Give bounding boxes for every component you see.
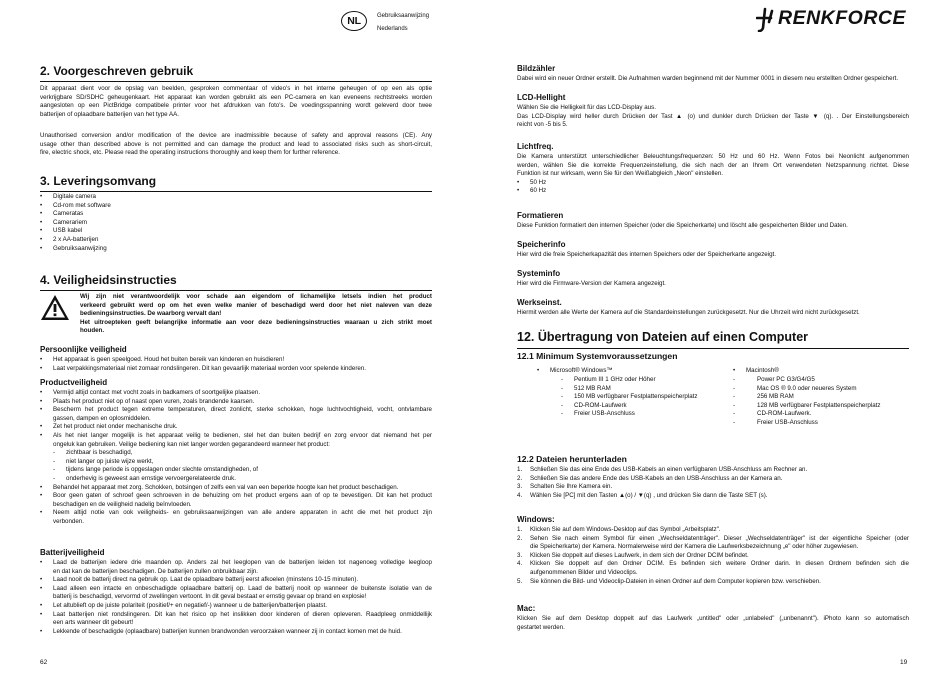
paragraph-line: Unauthorised conversion and/or modification of the device are inadmissible because of safety and approval reasons (CE). Any <box>40 132 432 139</box>
battery-safety-line-text: en dat kan de batterijen beschadigen. De batterijen zullen onbruikbaar zijn. <box>53 567 259 575</box>
battery-safety-line-text: Laad alleen een intacte en onbeschadigde oplaadbare batterij op. Laad de batterij nooit op wanneer de buitenste isolatie van de <box>53 584 432 592</box>
bullet-mark: - <box>53 466 56 474</box>
setting-description-line: Hier wird die freie Speicherkapazität des internen Speichers oder der Speicherkarte angezeigt. <box>517 251 776 258</box>
product-safety-line <box>40 492 432 501</box>
product-safety-line-text: Boor geen gaten of schroef geen schroeven in de behuizing om het product ergens aan of op te bevestigen. Dit kan het product <box>53 492 432 500</box>
section-2-title: 2. Voorgeschreven gebruik <box>40 64 432 78</box>
product-safety-line-text: ongeluk kan gebruiken. Veilige bediening kan niet langer worden gegarandeerd wanneer het product: <box>53 440 330 448</box>
windows-step-text: die Speicherkarte) der Kamera. Normalerweise wird der Kamera die Laufwerksbezeichnung „e" oder höher zugewiesen. <box>530 543 859 551</box>
mac-requirement: - CD-ROM-Laufwerk. <box>733 410 913 419</box>
setting-title: Werkseinst. <box>517 298 562 307</box>
battery-safety-title: Batterijveiligheid <box>40 548 105 557</box>
mac-paragraph <box>517 615 909 632</box>
windows-step <box>517 526 909 535</box>
battery-safety-line-text: Laad de batterijen iedere drie maanden op. Anders zal het leeglopen van de batterijen leiden tot nagenoeg volledige leegloop <box>53 559 432 566</box>
step-number: 4. <box>517 560 523 568</box>
setting-description <box>517 104 909 130</box>
product-safety-line-text: zichtbaar is beschadigd, <box>66 449 133 457</box>
bullet-mark: • <box>40 423 43 431</box>
windows-step-text: aufgenommenen Bilder und Videoclips. <box>530 568 638 576</box>
windows-step-text: Sehen Sie nach einem Symbol für einen „Wechseldatenträger". Dieser „Wechseldatenträger" ist der eigentliche Speicher (oder <box>530 534 909 542</box>
battery-safety-line <box>40 619 432 628</box>
bullet-mark: • <box>40 509 43 517</box>
battery-safety-line <box>40 568 432 577</box>
product-safety-line <box>40 475 432 484</box>
product-safety-line-text: beschadigen en de veiligheid nadelig beïnvloeden. <box>53 500 192 508</box>
bullet-mark: • <box>40 431 43 439</box>
product-safety-line-text: Als het niet langer mogelijk is het apparaat veilig te bedienen, stel het dan buiten bedrijf en zorg ervoor dat niemand het per <box>53 431 432 439</box>
bullet-mark: - <box>53 457 56 465</box>
battery-safety-line <box>40 628 432 637</box>
windows-step <box>517 552 909 561</box>
delivery-item: • Cameratas <box>40 210 432 219</box>
delivery-item: • Gebruiksaanwijzing <box>40 245 432 254</box>
setting-description-line: Hier wird die Firmware-Version der Kamera angezeigt. <box>517 280 666 287</box>
setting-description-line: Diese Funktion formatiert den internen Speicher (oder die Speicherkarte) und löscht alle gespeicherten Bilder und Daten. <box>517 222 848 229</box>
windows-step <box>517 543 909 552</box>
windows-requirement: - CD-ROM-Laufwerk <box>561 402 741 411</box>
page-number-left: 62 <box>40 659 48 666</box>
battery-safety-line-text: Laat batterijen niet rondslingeren. Dit kan het risico op het inslikken door kinderen of dieren opleveren. Raadpleeg onmiddellijk <box>53 610 432 618</box>
frequency-option: • 60 Hz <box>517 187 547 195</box>
setting-description <box>517 75 909 84</box>
windows-requirement: - 512 MB RAM <box>561 385 741 394</box>
mac-requirement: - 128 MB verfügbarer Festplattenspeicherplatz <box>733 402 913 411</box>
bullet-mark: • <box>40 397 43 405</box>
mac-requirement: - 256 MB RAM <box>733 393 913 402</box>
download-step <box>517 483 909 492</box>
paragraph-line: verkrijgbare SD/SDHC geheugenkaart. Het apparaat kan worden gebruikt als een PC-camera en kan eveneens rechtstreeks worden <box>40 93 432 101</box>
product-safety-line <box>40 389 432 398</box>
delivery-item: • USB kabel <box>40 227 432 236</box>
page-number-right: 19 <box>900 659 908 666</box>
paragraph-line: Dit apparaat dient voor de opslag van beelden, gesproken commentaar of video's in het interne geheugen of op een als optie <box>40 85 432 92</box>
paragraph-line: batterijen of oplaadbare batterijen van het type AA. <box>40 110 179 118</box>
paragraph-line: fire, electric shock, etc. Please read the operating instructions thoroughly and keep them for further reference. <box>40 149 340 157</box>
battery-safety-line-text: een arts wanneer dit gebeurt! <box>53 619 134 627</box>
product-safety-line-text: Zet het product niet onder mechanische druk. <box>53 423 178 431</box>
product-safety-line <box>40 423 432 432</box>
product-safety-title: Productveiligheid <box>40 378 108 387</box>
download-step <box>517 492 909 501</box>
setting-title: Systeminfo <box>517 269 561 278</box>
product-safety-line <box>40 415 432 424</box>
product-safety-line-text: tijdens lange periode is opgeslagen onder slechte omstandigheden, of <box>66 466 258 474</box>
battery-safety-line-text: Lekkende of beschadigde (oplaadbare) batterijen kunnen brandwonden veroorzaken wanneer zij in contact komen met de huid. <box>53 627 402 635</box>
delivery-item: • 2 x AA-batterijen <box>40 236 432 245</box>
personal-safety-item: • Laat verpakkingsmateriaal niet zomaar rondslingeren. Dit kan gevaarlijk materiaal worden voor spelende kinderen. <box>40 365 432 374</box>
bullet-mark: • <box>40 559 43 566</box>
windows-requirement: - 150 MB verfügbarer Festplattenspeicherplatz <box>561 393 741 402</box>
paragraph-line: usage other than described above is not permitted and can damage the product and lead to associated risks such as short-circuit, <box>40 140 432 148</box>
delivery-list <box>40 193 432 253</box>
windows-requirement: - Freier USB-Anschluss <box>561 410 741 419</box>
download-step <box>517 475 909 484</box>
battery-safety-line-text: batterij is beschadigd, vervormd of zwellingen vertoont. In dit geval bestaat er ernstig gevaar op brand en explosie! <box>53 593 367 601</box>
product-safety-line-text: niet langer op juiste wijze werkt, <box>66 457 154 465</box>
section-2-paragraph-2 <box>40 132 432 158</box>
bullet-mark: • <box>40 406 43 414</box>
section-12-2-title: 12.2 Dateien herunterladen <box>517 454 627 464</box>
bullet-mark: - <box>53 449 56 457</box>
product-safety-line <box>40 484 432 493</box>
product-safety-line <box>40 458 432 467</box>
product-safety-line <box>40 449 432 458</box>
setting-description <box>517 251 909 260</box>
product-safety-line-text: gassen, dampen en oplosmiddelen. <box>53 414 151 422</box>
frequency-option-text: 50 Hz <box>530 178 547 186</box>
step-number: 1. <box>517 526 523 533</box>
download-step-text: Schließen Sie das andere Ende des USB-Kabels an den USB-Anschluss an der Kamera an. <box>530 474 783 482</box>
windows-step <box>517 569 909 578</box>
bullet-mark: • <box>40 483 43 491</box>
battery-safety-line <box>40 559 432 568</box>
personal-safety-title: Persoonlijke veiligheid <box>40 345 127 354</box>
personal-safety-item: • Het apparaat is geen speelgoed. Houd het buiten bereik van kinderen en huisdieren! <box>40 356 432 365</box>
mac-requirements <box>733 367 913 376</box>
bullet-mark: • <box>40 584 43 592</box>
step-number: 2. <box>517 474 523 482</box>
bullet-mark: • <box>40 492 43 500</box>
delivery-item: • Digitale camera <box>40 193 432 202</box>
setting-description-line: Wählen Sie die Helligkeit für das LCD-Display aus. <box>517 104 656 111</box>
paragraph-line: aangesloten op een PictBridge compatibele printer voor het afdrukken van foto's. De voedingsspanning wordt geleverd door twee <box>40 102 432 110</box>
step-number: 1. <box>517 466 523 473</box>
battery-safety-list <box>40 559 432 636</box>
frequency-option: • 50 Hz <box>517 178 547 186</box>
doc-type-label: Gebruiksaanwijzing <box>377 13 430 19</box>
setting-description-line: Die Kamera unterstützt unterschiedlicher Beleuchtungsfrequenzen: 50 Hz und 60 Hz. Wenn Fotos bei Neonlicht aufgenommen <box>517 153 909 160</box>
windows-step-text: Klicken Sie doppelt auf den Ordner DCIM. Es befinden sich weitere Ordner darin. In diesen Ordnern befinden sich die <box>530 560 909 568</box>
product-safety-line-text: Vermijd altijd contact met vocht zoals in badkamers of soortgelijke plaatsen. <box>53 389 261 396</box>
brand-logo <box>756 6 916 32</box>
download-steps <box>517 466 909 500</box>
windows-step-text: Klicken Sie doppelt auf dieses Laufwerk, in dem sich der Ordner DCIM befindet. <box>530 551 749 559</box>
warning-text <box>80 293 432 336</box>
download-step-text: Schalten Sie Ihre Kamera ein. <box>530 483 613 491</box>
product-safety-line <box>40 432 432 441</box>
windows-step <box>517 535 909 544</box>
product-safety-line-text: Bescherm het product tegen extreme temperaturen, direct zonlicht, sterke schokken, hoge luchtvochtigheid, vocht, ontvlambare <box>53 406 432 414</box>
mac-requirements-title: • Macintosh® <box>733 367 913 376</box>
product-safety-line <box>40 398 432 407</box>
mac-requirement: - Power PC G3/G4/G5 <box>733 376 913 385</box>
mac-requirement: - Mac OS ® 9.0 oder neueres System <box>733 385 913 394</box>
brand-name: RENKFORCE <box>778 7 907 29</box>
bullet-mark: • <box>40 389 43 396</box>
section-3-title: 3. Leveringsomvang <box>40 174 432 188</box>
setting-description-line: Hiermit werden alle Werte der Kamera auf die Standardeinstellungen zurückgesetzt. Nur die Uhrzeit wird nicht zurückgesetzt. <box>517 309 860 316</box>
setting-title: LCD-Hellight <box>517 93 566 102</box>
warning-line: Het uitroepteken geeft belangrijke informatie aan voor deze bedieningsinstructies waaraan u zich strikt moet <box>80 318 432 326</box>
battery-safety-line <box>40 593 432 602</box>
mac-line: gestartet werden. <box>517 623 565 631</box>
product-safety-line-text: Behandel het apparaat met zorg. Schokken, botsingen of zelfs een val van een beperkte hoogte kan het product beschadigen. <box>53 483 399 491</box>
section-2-paragraph-1 <box>40 85 432 119</box>
step-number: 3. <box>517 483 523 491</box>
windows-step-text: Klicken Sie auf dem Windows-Desktop auf das Symbol „Arbeitsplatz". <box>530 526 721 533</box>
windows-requirements-list <box>561 376 741 419</box>
windows-step-text: Sie können die Bild- und Videoclip-Dateien in einen Ordner auf dem Computer kopieren bzw. verschieben. <box>530 577 821 585</box>
product-safety-line <box>40 518 432 527</box>
setting-title: Speicherinfo <box>517 240 566 249</box>
section-4-title: 4. Veiligheidsinstructies <box>40 273 432 287</box>
battery-safety-line-text: Let altublieft op de juiste polariteit (positief/+ en negatief/-) wanneer u de batterijen/batterijen plaatst. <box>53 601 327 609</box>
windows-section-title: Windows: <box>517 515 555 524</box>
bullet-mark: • <box>40 627 43 635</box>
bullet-mark: • <box>40 610 43 618</box>
battery-safety-line-text: Laad nooit de batterij direct na gebruik op. Laat de oplaadbare batterij eerst afkoelen (minstens 10-15 minuten). <box>53 576 359 584</box>
product-safety-line-text: Plaats het product niet op of naast open vuren, zoals brandende kaarsen. <box>53 397 255 405</box>
product-safety-line <box>40 509 432 518</box>
battery-safety-line <box>40 585 432 594</box>
step-number: 5. <box>517 577 523 585</box>
personal-safety-list <box>40 356 432 373</box>
setting-description <box>517 222 909 231</box>
setting-description-line: Funktion ist nur wirksam, wenn Sie für den Weißabgleich „Neon" einstellen. <box>517 170 724 178</box>
bullet-mark: - <box>53 474 56 482</box>
product-safety-line <box>40 501 432 510</box>
product-safety-list <box>40 389 432 527</box>
setting-description-line: werden, wählen Sie die korrekte Frequenzeinstellung, die sich nach der an Ihrem Ort verwendeten Netzspannung richtet. Diese <box>517 161 909 169</box>
mac-section-title: Mac: <box>517 604 536 613</box>
section-12-title: 12. Übertragung von Dateien auf einen Computer <box>517 330 809 344</box>
battery-safety-line <box>40 576 432 585</box>
download-step-text: Schließen Sie das eine Ende des USB-Kabels an einen verfügbaren USB-Anschluss am Rechner an. <box>530 466 808 473</box>
battery-safety-line <box>40 602 432 611</box>
mac-line: Klicken Sie auf dem Desktop doppelt auf das Laufwerk „untitled" oder „unlabeled" („unbenannt"). iPhoto kann so automatisch <box>517 615 909 622</box>
warning-line: Wij zijn niet verantwoordelijk voor schade aan eigendom of lichamelijke letsels indien het product <box>80 293 432 300</box>
product-safety-line <box>40 441 432 450</box>
download-step-text: Wählen Sie [PC] mit den Tasten ▲(o) / ▼(q) , und drücken Sie dann die Taste SET (s). <box>530 491 768 499</box>
product-safety-line-text: onderhevig is geweest aan ernstige vervoergerelateerde druk. <box>66 474 236 482</box>
windows-requirements-title: • Microsoft® Windows™ <box>537 367 717 376</box>
warning-line: verkeerd gebruikt werd op om het even welke manier of beschadigd werd door het niet naleven van deze <box>80 301 432 309</box>
product-safety-line-text: verbonden. <box>53 517 84 525</box>
delivery-item: • Camerariem <box>40 219 432 228</box>
setting-description <box>517 309 909 318</box>
bullet-mark: • <box>40 601 43 609</box>
product-safety-line <box>40 406 432 415</box>
download-step <box>517 466 909 475</box>
windows-step <box>517 560 909 569</box>
setting-title: Formatieren <box>517 211 564 220</box>
windows-steps <box>517 526 909 586</box>
setting-description-line: Das LCD-Display wird heller durch Drücken der Tast ▲ (o) und dunkler durch Drücken der Taste ▼ (q). . Der Einstellungsbereich <box>517 112 909 120</box>
setting-description-line: reicht von -5 bis 5. <box>517 121 568 129</box>
brand-logo-icon <box>756 6 778 32</box>
delivery-item: • Cd-rom met software <box>40 202 432 211</box>
step-number: 2. <box>517 534 523 542</box>
frequency-option-text: 60 Hz <box>530 187 547 195</box>
setting-description <box>517 280 909 289</box>
step-number: 3. <box>517 551 523 559</box>
language-badge: NL <box>341 11 367 31</box>
warning-line: houden. <box>80 327 105 335</box>
mac-requirement: - Freier USB-Anschluss <box>733 419 913 428</box>
windows-step <box>517 578 909 587</box>
product-safety-line-text: Neem altijd notie van ook veiligheids- en gebruiksaanwijzingen van alle andere apparaten in acht die met het product zijn <box>53 509 432 517</box>
step-number: 4. <box>517 491 523 499</box>
windows-requirement: - Pentium III 1 GHz oder Höher <box>561 376 741 385</box>
warning-icon <box>40 294 70 321</box>
language-label: Nederlands <box>377 26 408 32</box>
battery-safety-line <box>40 611 432 620</box>
bullet-mark: • <box>40 576 43 584</box>
setting-title: Bildzähler <box>517 64 556 73</box>
header-meta <box>377 10 429 36</box>
product-safety-line <box>40 466 432 475</box>
windows-requirements <box>537 367 717 376</box>
section-12-1-title: 12.1 Minimum Systemvoraussetzungen <box>517 351 678 361</box>
setting-title: Lichtfreq. <box>517 142 554 151</box>
warning-line: bedieningsinstructies. De waarborg vervalt dan! <box>80 310 222 318</box>
setting-description-line: Dabei wird ein neuer Ordner erstellt. Die Aufnahmen warden beginnend mit der Nummer 0001 in diesem neu erstellten Ordner gespeichert. <box>517 75 899 82</box>
setting-description <box>517 153 909 196</box>
mac-requirements-list <box>733 376 913 428</box>
